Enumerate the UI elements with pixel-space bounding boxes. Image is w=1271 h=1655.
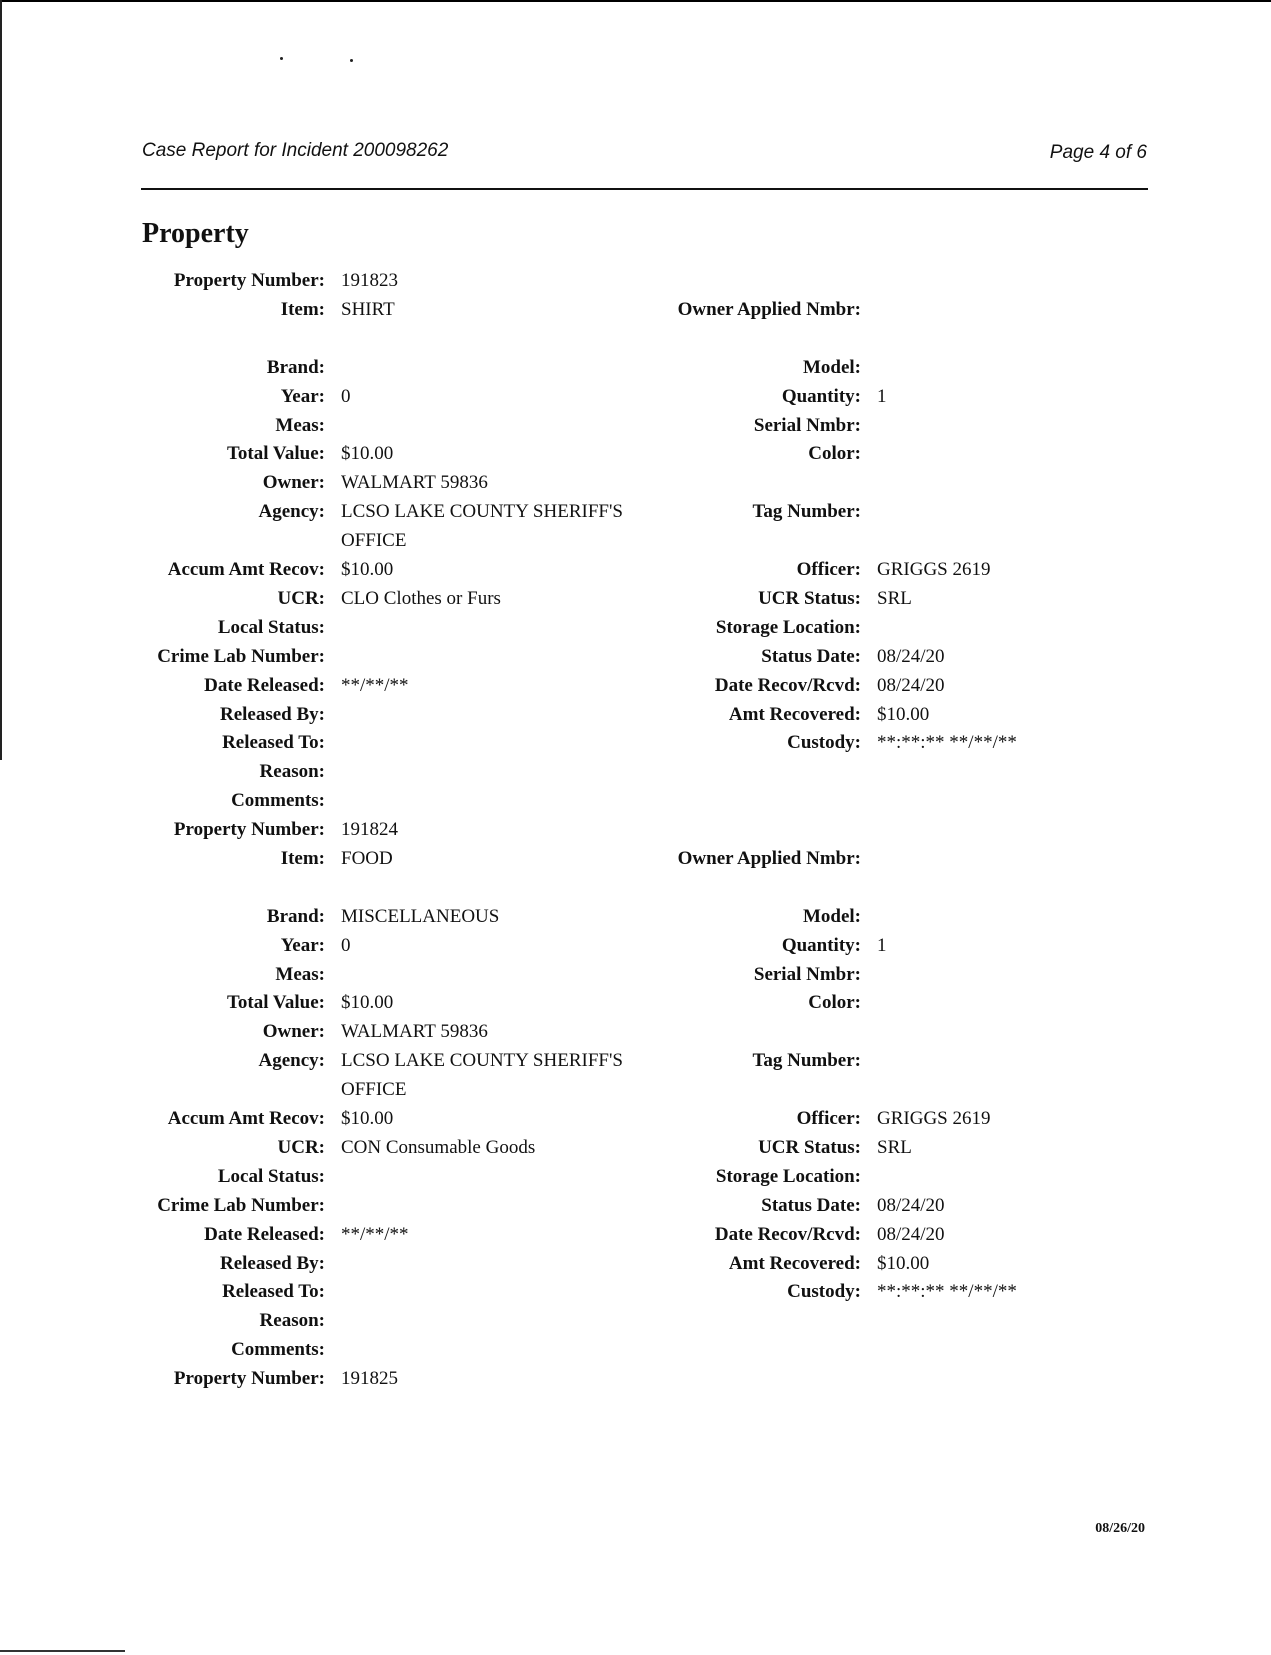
meas-label: Meas: <box>275 414 325 436</box>
quantity-value: 1 <box>877 934 887 956</box>
property-number-label: Property Number: <box>173 1368 325 1389</box>
item-label: Item: <box>280 298 325 320</box>
ucr-status-label: UCR Status: <box>758 1136 861 1158</box>
ucr-status-value: SRL <box>877 587 912 609</box>
custody-value: **:**:** **/**/** <box>877 1281 1017 1303</box>
total-value-value: $10.00 <box>341 443 394 465</box>
owner-label: Owner: <box>262 1021 325 1043</box>
status-date-label: Status Date: <box>761 645 861 667</box>
property-number-value: 191823 <box>341 270 398 291</box>
year-label: Year: <box>280 385 325 407</box>
officer-value: GRIGGS 2619 <box>877 1108 991 1129</box>
owner-value: WALMART 59836 <box>341 472 488 494</box>
model-label: Model: <box>802 356 861 378</box>
officer-value: GRIGGS 2619 <box>877 559 991 580</box>
ucr-value: CLO Clothes or Furs <box>341 587 501 609</box>
date-recov-rcvd-value: 08/24/20 <box>877 1223 945 1245</box>
crime-lab-number-label: Crime Lab Number: <box>157 645 325 667</box>
ucr-label: UCR: <box>277 587 325 609</box>
brand-value: MISCELLANEOUS <box>341 905 500 927</box>
reason-label: Reason: <box>259 761 325 783</box>
quantity-label: Quantity: <box>781 385 861 407</box>
quantity-value: 1 <box>877 385 887 407</box>
status-date-label: Status Date: <box>761 1194 861 1216</box>
year-label: Year: <box>280 934 325 956</box>
footer-date: 08/26/20 <box>1095 1521 1145 1536</box>
storage-location-label: Storage Location: <box>715 1165 861 1187</box>
tag-number-label: Tag Number: <box>752 1050 861 1072</box>
total-value-label: Total Value: <box>226 992 325 1014</box>
color-label: Color: <box>808 443 861 465</box>
date-recov-rcvd-label: Date Recov/Rcvd: <box>714 1223 861 1245</box>
serial-nmbr-label: Serial Nmbr: <box>753 963 861 985</box>
section-title: Property <box>142 218 249 249</box>
date-recov-rcvd-label: Date Recov/Rcvd: <box>714 674 861 696</box>
property-number-label: Property Number: <box>173 270 325 291</box>
ucr-label: UCR: <box>277 1136 325 1158</box>
custody-value: **:**:** **/**/** <box>877 732 1017 754</box>
date-released-label: Date Released: <box>204 1223 325 1245</box>
released-to-label: Released To: <box>222 1281 325 1303</box>
model-label: Model: <box>802 905 861 927</box>
local-status-label: Local Status: <box>217 616 325 638</box>
date-recov-rcvd-value: 08/24/20 <box>877 674 945 696</box>
tag-number-label: Tag Number: <box>752 501 861 523</box>
year-value: 0 <box>341 934 351 956</box>
comments-label: Comments: <box>231 790 325 812</box>
amt-recovered-value: $10.00 <box>877 1252 930 1274</box>
comments-label: Comments: <box>231 1339 325 1361</box>
owner-label: Owner: <box>262 472 325 494</box>
ucr-status-value: SRL <box>877 1136 912 1158</box>
scan-speck <box>280 57 283 60</box>
accum-amt-recov-label: Accum Amt Recov: <box>167 1108 325 1129</box>
officer-label: Officer: <box>796 559 861 580</box>
owner-applied-nmbr-label: Owner Applied Nmbr: <box>677 298 861 320</box>
color-label: Color: <box>808 992 861 1014</box>
header-rule <box>141 188 1148 190</box>
meas-label: Meas: <box>275 963 325 985</box>
item-value: FOOD <box>341 847 393 869</box>
status-date-value: 08/24/20 <box>877 1194 945 1216</box>
accum-amt-recov-value: $10.00 <box>341 1108 394 1129</box>
property-number-value: 191825 <box>341 1368 398 1389</box>
local-status-label: Local Status: <box>217 1165 325 1187</box>
agency-label: Agency: <box>258 1050 325 1072</box>
scan-left-edge <box>0 0 2 760</box>
accum-amt-recov-value: $10.00 <box>341 559 394 580</box>
agency-value: LCSO LAKE COUNTY SHERIFF'S OFFICE <box>341 501 623 552</box>
reason-label: Reason: <box>259 1310 325 1332</box>
accum-amt-recov-label: Accum Amt Recov: <box>167 559 325 580</box>
crime-lab-number-label: Crime Lab Number: <box>157 1194 325 1216</box>
agency-value: LCSO LAKE COUNTY SHERIFF'S OFFICE <box>341 1050 623 1101</box>
brand-label: Brand: <box>266 356 325 378</box>
brand-label: Brand: <box>266 905 325 927</box>
year-value: 0 <box>341 385 351 407</box>
page-indicator: Page 4 of 6 <box>1049 142 1147 163</box>
released-by-label: Released By: <box>219 1252 325 1274</box>
storage-location-label: Storage Location: <box>715 616 861 638</box>
serial-nmbr-label: Serial Nmbr: <box>753 414 861 436</box>
total-value-value: $10.00 <box>341 992 394 1014</box>
custody-label: Custody: <box>787 1281 861 1303</box>
quantity-label: Quantity: <box>781 934 861 956</box>
amt-recovered-label: Amt Recovered: <box>728 703 861 725</box>
custody-label: Custody: <box>787 732 861 754</box>
scan-bottom-edge <box>0 1650 125 1652</box>
owner-applied-nmbr-label: Owner Applied Nmbr: <box>677 847 861 869</box>
date-released-value: **/**/** <box>341 1223 409 1245</box>
ucr-value: CON Consumable Goods <box>341 1136 536 1158</box>
property-number-label: Property Number: <box>173 819 325 840</box>
officer-label: Officer: <box>796 1108 861 1129</box>
report-title: Case Report for Incident 200098262 <box>142 140 449 161</box>
item-value: SHIRT <box>341 298 395 320</box>
scan-speck <box>350 59 353 62</box>
owner-value: WALMART 59836 <box>341 1021 488 1043</box>
status-date-value: 08/24/20 <box>877 645 945 667</box>
released-by-label: Released By: <box>219 703 325 725</box>
agency-label: Agency: <box>258 501 325 523</box>
released-to-label: Released To: <box>222 732 325 754</box>
item-label: Item: <box>280 847 325 869</box>
date-released-label: Date Released: <box>204 674 325 696</box>
scan-top-edge <box>0 0 1271 2</box>
total-value-label: Total Value: <box>226 443 325 465</box>
property-number-value: 191824 <box>341 819 398 840</box>
amt-recovered-label: Amt Recovered: <box>728 1252 861 1274</box>
date-released-value: **/**/** <box>341 674 409 696</box>
amt-recovered-value: $10.00 <box>877 703 930 725</box>
ucr-status-label: UCR Status: <box>758 587 861 609</box>
